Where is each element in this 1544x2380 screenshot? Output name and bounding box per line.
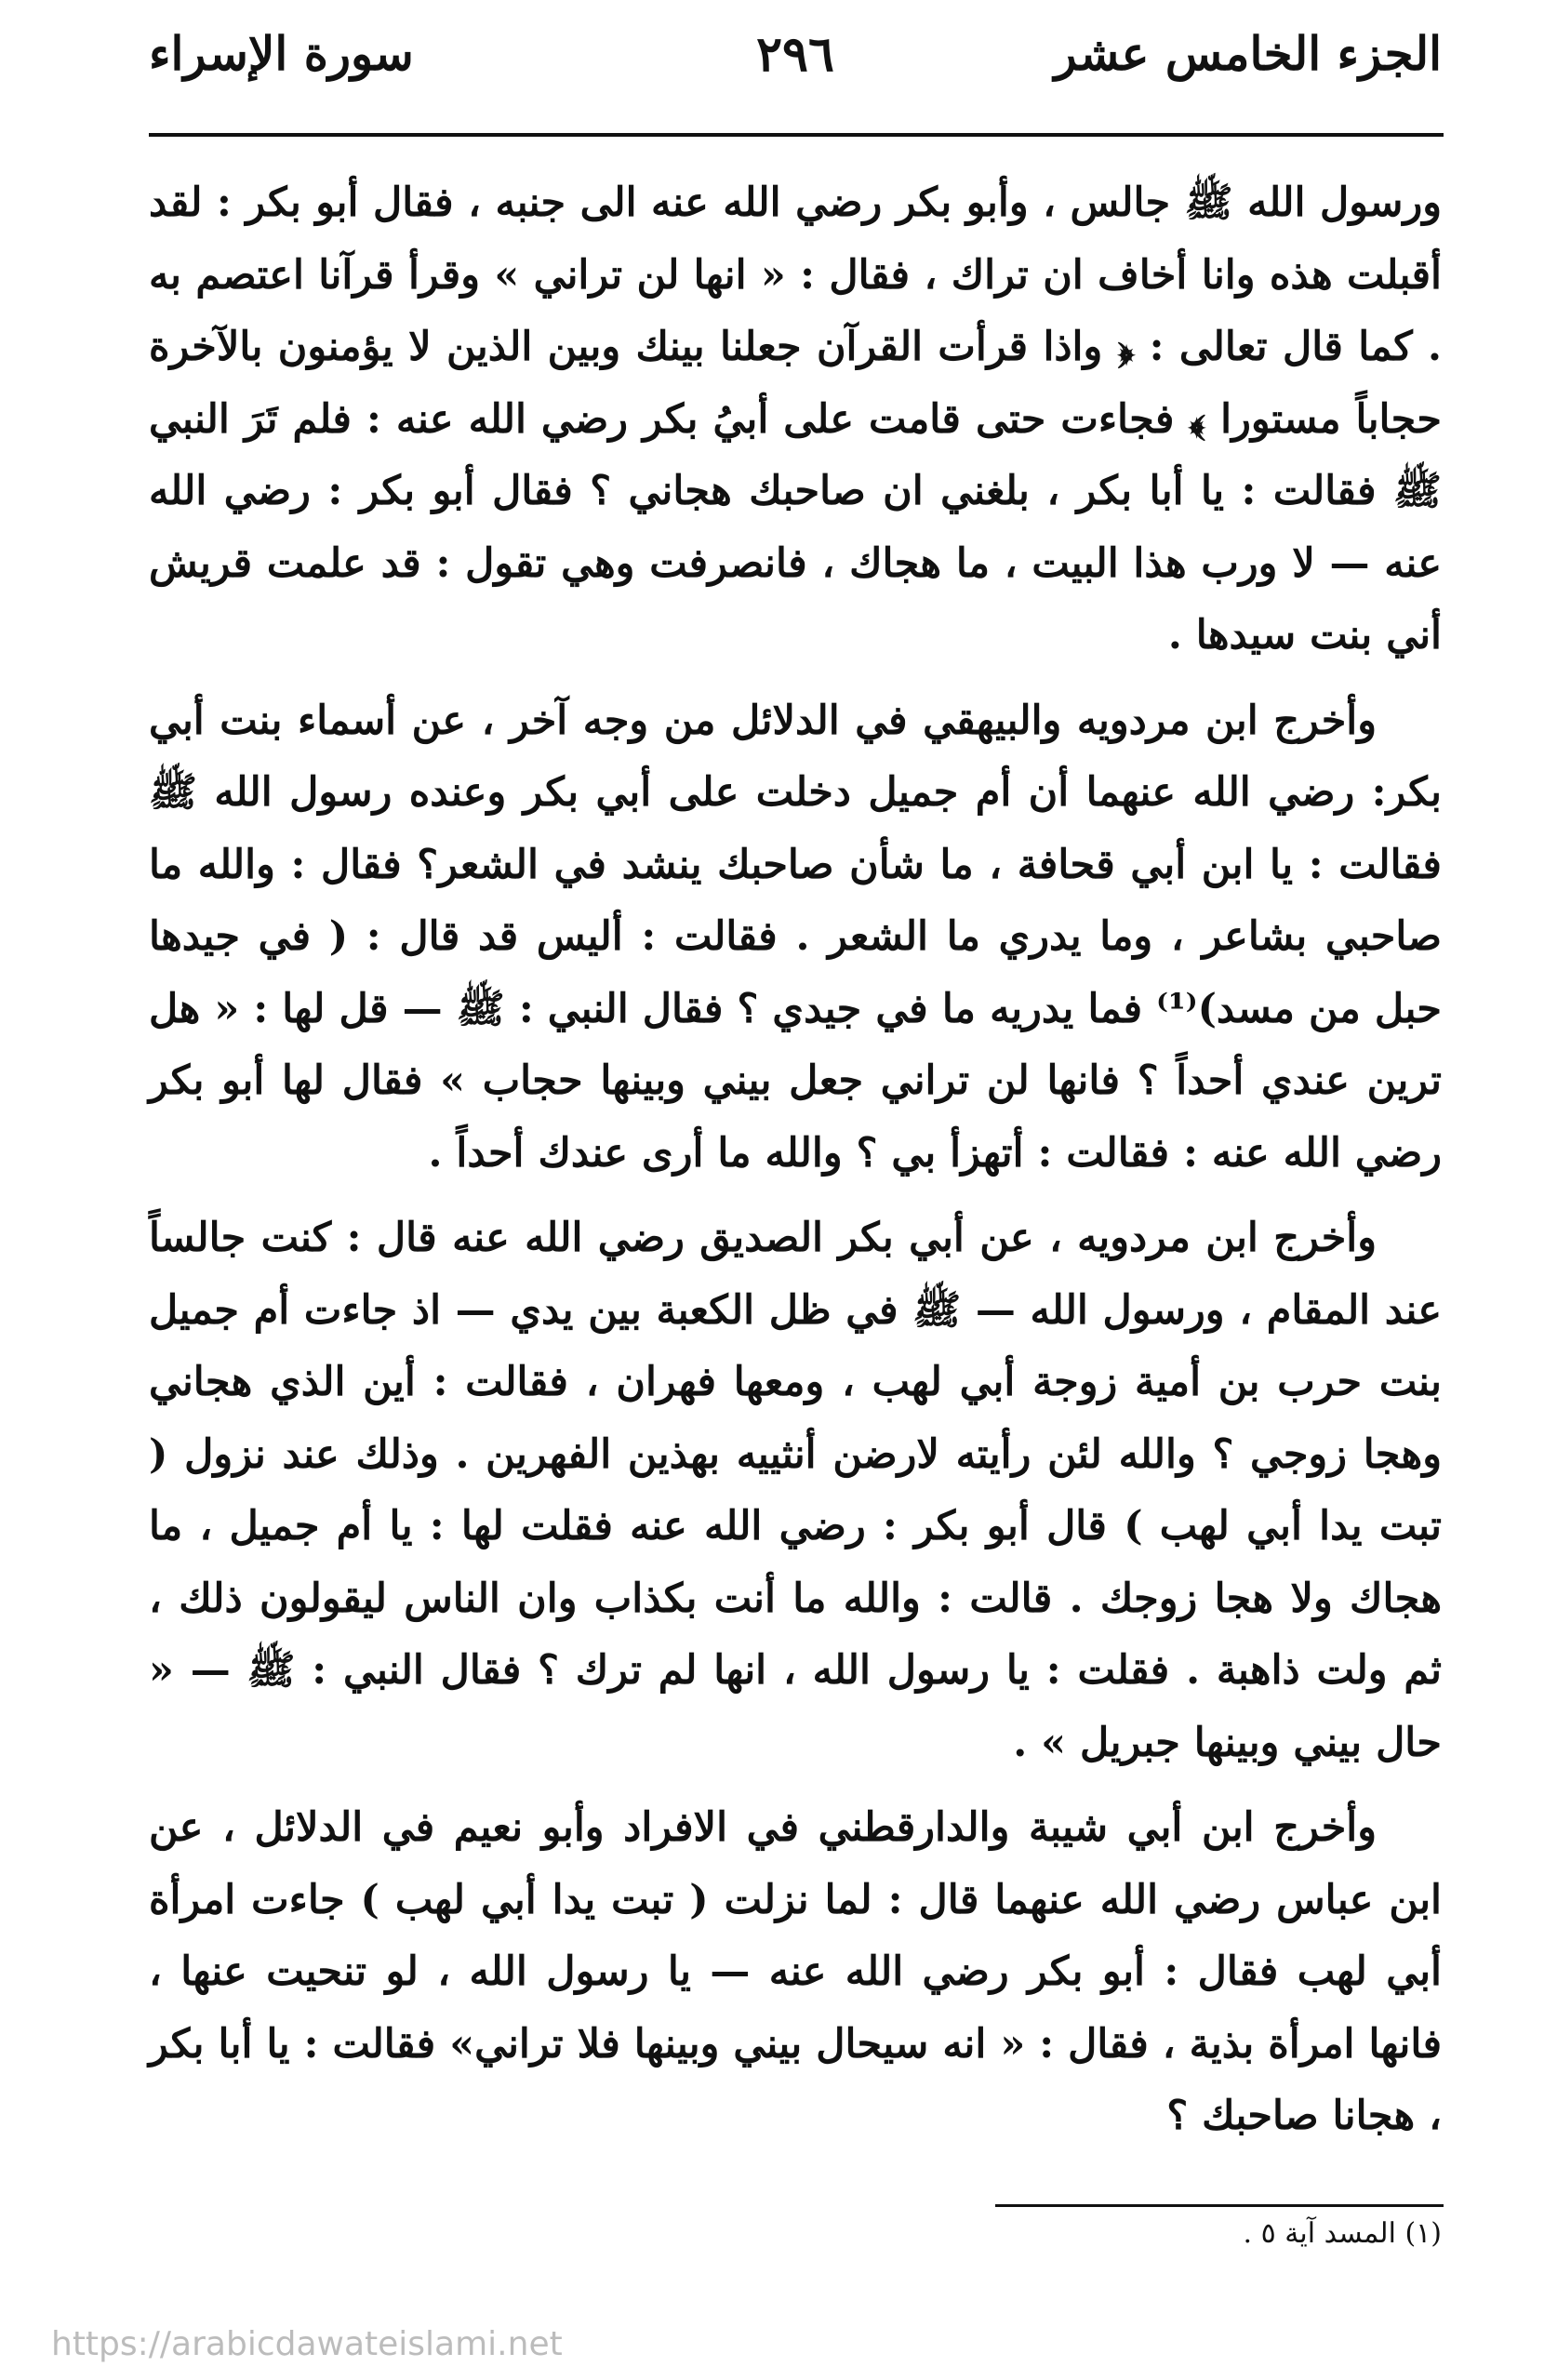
watermark-url: https://arabicdawateislami.net (51, 2325, 563, 2363)
paragraph-2: وأخرج ابن مردويه والبيهقي في الدلائل من وجه آخر ، عن أسماء بنت أبي بكر: رضي الله عنهما أن أم جميل دخلت على أبي بكر وعنده رسول الله ﷺ فقالت : يا ابن أبي قحافة ، ما شأن صاحبك ينشد في الشعر؟ فقال : والله ما صاحبي بشاعر ، وما يدري ما الشعر . فقالت : أليس قد قال : ( في جيدها حبل من مسد)⁽¹⁾ فما يدريه ما في جيدي ؟ فقال النبي : ﷺ — قل لها : « هل ترين عندي أحداً ؟ فانها لن تراني جعل بيني وبينها حجاب » فقال لها أبو بكر رضي الله عنه : فقالت : أتهزأ بي ؟ والله ما أرى عندك أحداً . (149, 697, 1442, 1177)
paragraph-4: وأخرج ابن أبي شيبة والدارقطني في الافراد وأبو نعيم في الدلائل ، عن ابن عباس رضي الله عنهما قال : لما نزلت ( تبت يدا أبي لهب ) جاءت امرأة أبي لهب فقال : أبو بكر رضي الله عنه — يا رسول الله ، لو تنحيت عنها ، فانها امرأة بذية ، فقال : « انه سيحال بيني وبينها فلا تراني» فقالت : يا أبا بكر ، هجانا صاحبك ؟ (149, 1804, 1442, 2139)
footnote: (١) المسد آية ٥ . (1243, 2217, 1442, 2250)
page-header (149, 17, 1442, 110)
surah-title: سورة الإسراء (149, 26, 414, 81)
page-number: ٢٩٦ (756, 26, 834, 83)
part-title: الجزء الخامس عشر (1054, 26, 1442, 81)
header-rule (149, 133, 1444, 137)
paragraph-1: ورسول الله ﷺ جالس ، وأبو بكر رضي الله عنه الى جنبه ، فقال أبو بكر : لقد أقبلت هذه وانا أخاف ان تراك ، فقال : « انها لن تراني » وقرأ قرآنا اعتصم به . كما قال تعالى : ﴿ واذا قرأت القرآن جعلنا بينك وبين الذين لا يؤمنون بالآخرة حجاباً مستورا ﴾ فجاءت حتى قامت على أبيُ بكر رضي الله عنه : فلم تَرَ النبي ﷺ فقالت : يا أبا بكر ، بلغني ان صاحبك هجاني ؟ فقال أبو بكر : رضي الله عنه — لا ورب هذا البيت ، ما هجاك ، فانصرفت وهي تقول : قد علمت قريش أني بنت سيدها . (149, 179, 1442, 658)
footnote-rule (995, 2204, 1444, 2207)
paragraph-3: وأخرج ابن مردويه ، عن أبي بكر الصديق رضي الله عنه قال : كنت جالساً عند المقام ، ورسول الله — ﷺ في ظل الكعبة بين يدي — اذ جاءت أم جميل بنت حرب بن أمية زوجة أبي لهب ، ومعها فهران ، فقالت : أين الذي هجاني وهجا زوجي ؟ والله لئن رأيته لارضن أنثييه بهذين الفهرين . وذلك عند نزول ( تبت يدا أبي لهب ) قال أبو بكر : رضي الله عنه فقلت لها : يا أم جميل ، ما هجاك ولا هجا زوجك . قالت : والله ما أنت بكذاب وان الناس ليقولون ذلك ، ثم ولت ذاهبة . فقلت : يا رسول الله ، انها لم ترك ؟ فقال النبي : ﷺ — « حال بيني وبينها جبريل » . (149, 1215, 1443, 1766)
page-body (149, 167, 1442, 2153)
